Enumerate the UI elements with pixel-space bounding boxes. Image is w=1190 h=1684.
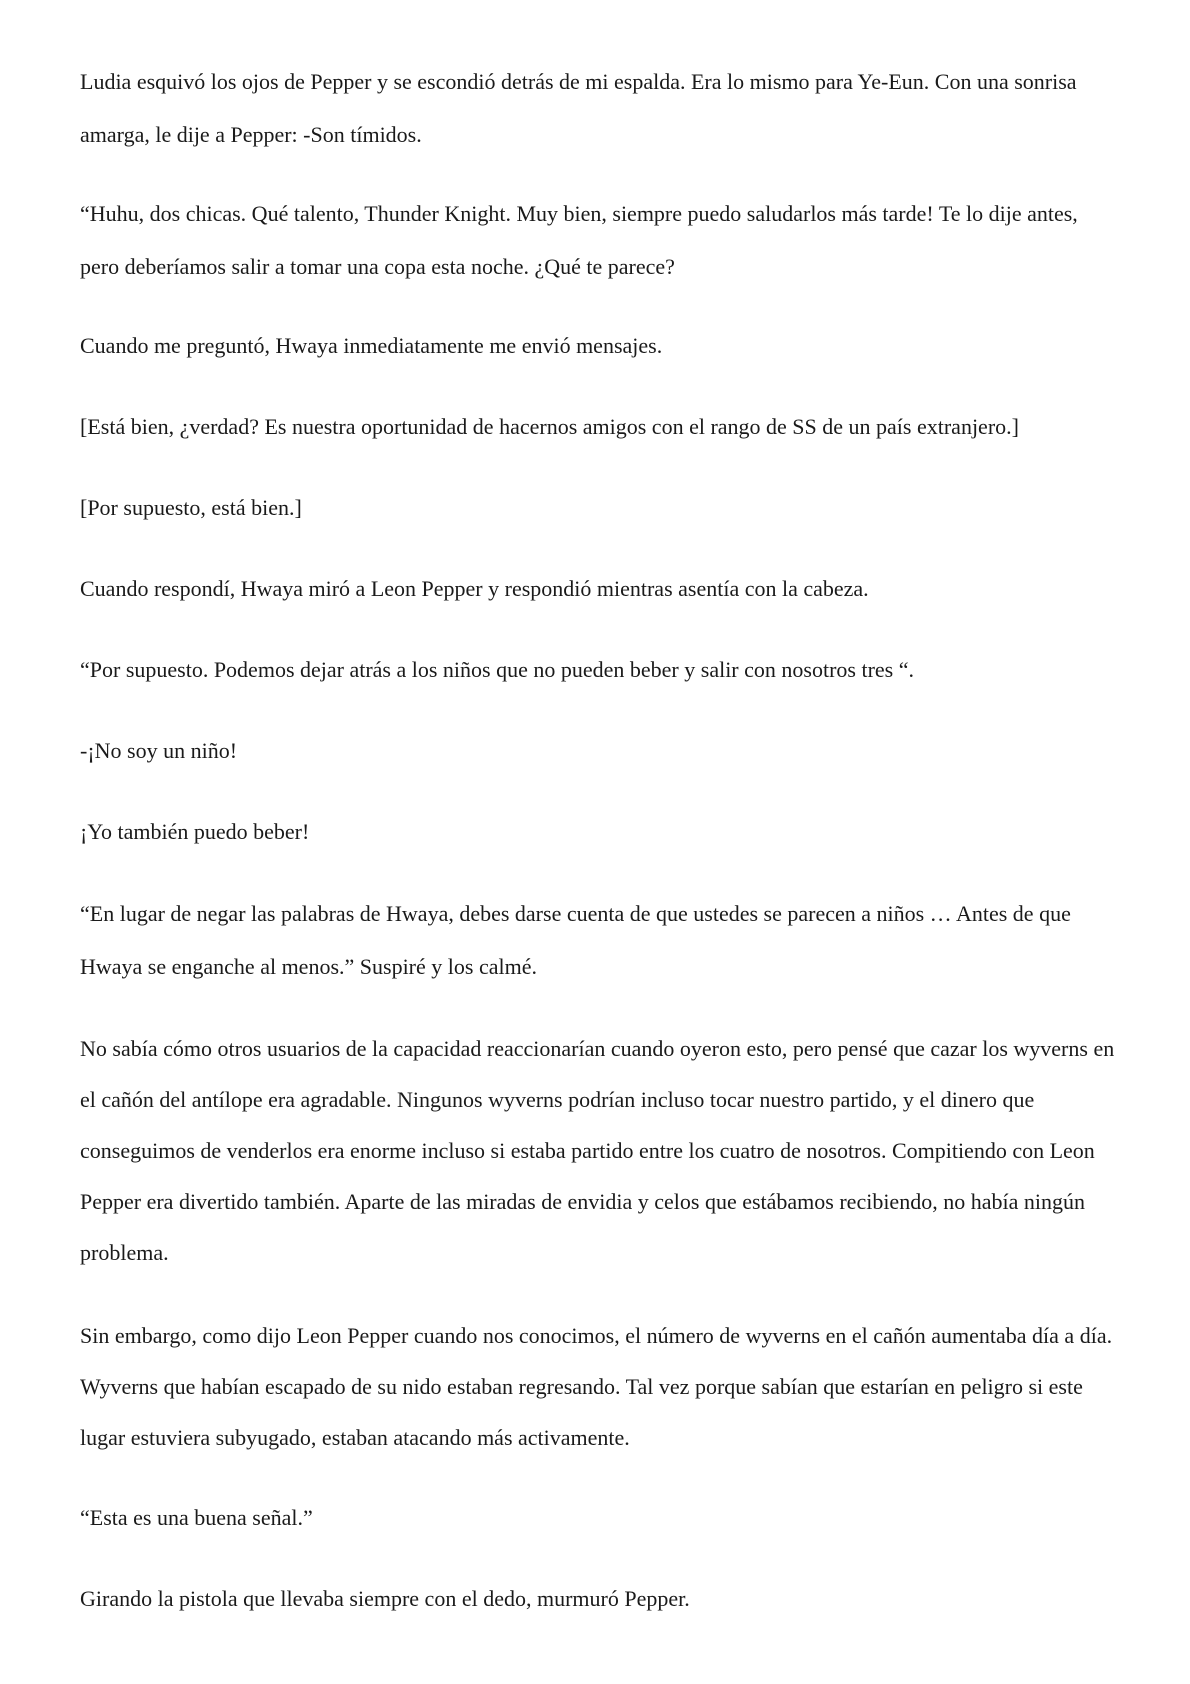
paragraph-14: Girando la pistola que llevaba siempre con el dedo, murmuró Pepper. [80, 1586, 690, 1611]
paragraph-3: Cuando me preguntó, Hwaya inmediatamente me envió mensajes. [80, 333, 663, 358]
paragraph-2: “Huhu, dos chicas. Qué talento, Thunder Knight. Muy bien, siempre puedo saludarlos más tarde! Te lo dije antes, pero deberíamos salir a tomar una copa esta noche. ¿Qué te parece? [80, 201, 1078, 279]
paragraph-11: No sabía cómo otros usuarios de la capacidad reaccionarían cuando oyeron esto, pero pensé que cazar los wyverns en el cañón del antílope era agradable. Ningunos wyverns podrían incluso tocar nuestro partido, y el dinero que conseguimos de venderlos era enorme incluso si estaba partido entre los cuatro de nosotros. Compitiendo con Leon Pepper era divertido también. Aparte de las miradas de envidia y celos que estábamos recibiendo, no había ningún problema. [80, 1036, 1115, 1265]
paragraph-8: -¡No soy un niño! [80, 738, 238, 763]
paragraph-6: Cuando respondí, Hwaya miró a Leon Pepper y respondió mientras asentía con la cabeza. [80, 576, 869, 601]
paragraph-7: “Por supuesto. Podemos dejar atrás a los niños que no pueden beber y salir con nosotros tres “. [80, 657, 914, 682]
paragraph-4: [Está bien, ¿verdad? Es nuestra oportunidad de hacernos amigos con el rango de SS de un país extranjero.] [80, 414, 1019, 439]
paragraph-13: “Esta es una buena señal.” [80, 1505, 313, 1530]
paragraph-12: Sin embargo, como dijo Leon Pepper cuando nos conocimos, el número de wyverns en el cañón aumentaba día a día. Wyverns que habían escapado de su nido estaban regresando. Tal vez porque sabían que estarían en peligro si este lugar estuviera subyugado, estaban atacando más activamente. [80, 1323, 1113, 1450]
paragraph-9: ¡Yo también puedo beber! [80, 819, 310, 844]
paragraph-5: [Por supuesto, está bien.] [80, 495, 302, 520]
paragraph-1: Ludia esquivó los ojos de Pepper y se escondió detrás de mi espalda. Era lo mismo para Ye-Eun. Con una sonrisa amarga, le dije a Pepper: -Son tímidos. [80, 69, 1077, 147]
paragraph-10: “En lugar de negar las palabras de Hwaya, debes darse cuenta de que ustedes se parecen a niños … Antes de que Hwaya se enganche al menos.” Suspiré y los calmé. [80, 901, 1071, 979]
